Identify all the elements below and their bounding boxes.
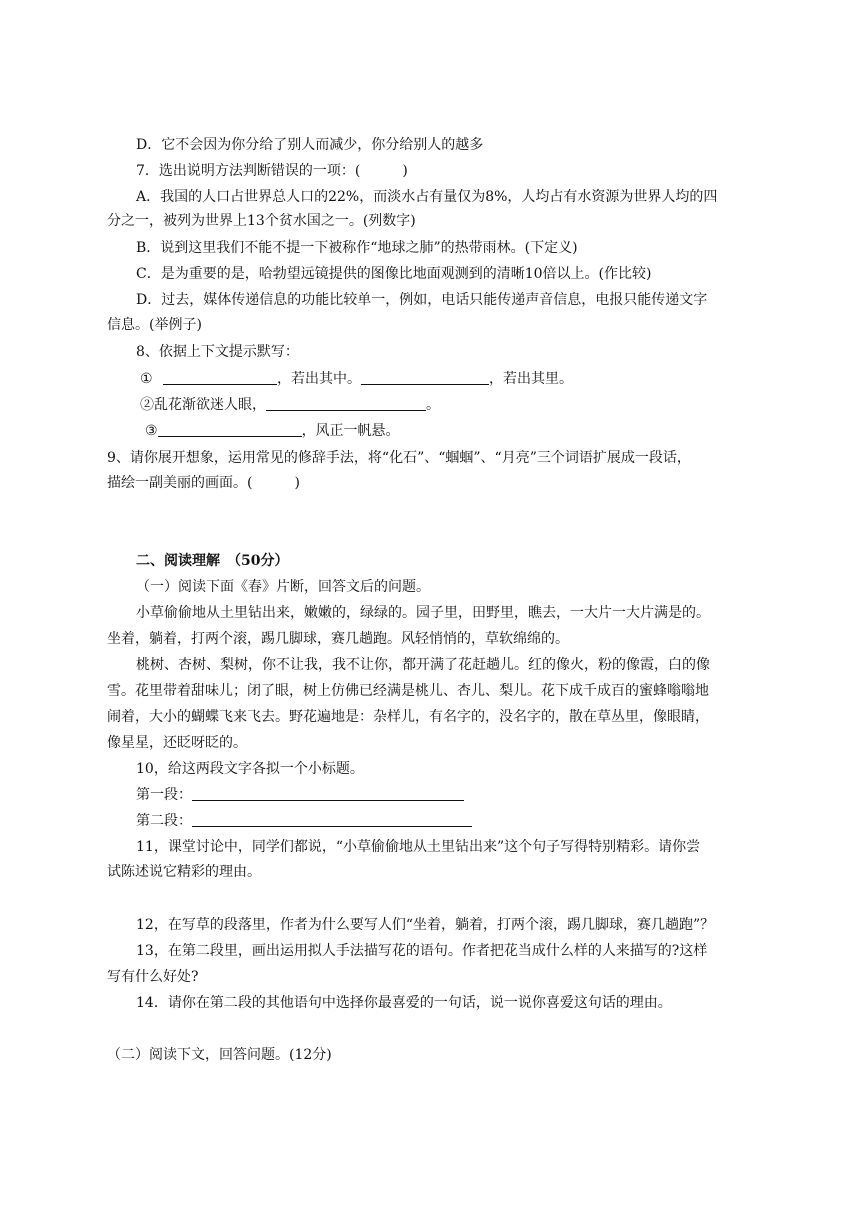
q10-answer1: [136, 785, 464, 805]
q9-line1: 9、请你展开想象，运用常见的修辞手法，将“化石”、“蝈蝈”、“月亮”三个词语扩展成一段话，: [107, 450, 691, 466]
q13-line1: 13，在第二段里，画出运用拟人手法描写花的语句。作者把花当成什么样的人来描写的?这样: [136, 943, 708, 959]
q12: 12，在写草的段落里，作者为什么要写人们“坐着，躺着，打两个滚，踢几脚球，赛几趟跑”？: [136, 917, 715, 933]
q8-blank-1b[interactable]: [361, 370, 489, 385]
q9-line2: 描绘一副美丽的画面。( ): [107, 475, 300, 491]
q11-line1: 11，课堂讨论中，同学们都说，“小草偷偷地从土里钻出来”这个句子写得特别精彩。请你尝: [136, 839, 701, 855]
q7-option-a-line1: A．我国的人口占世界总人口的22%，而淡水占有量仅为8%，人均占有水资源为世界人均的四: [136, 189, 718, 205]
q7-option-a-line2: 分之一，被列为世界上13个贫水国之一。(列数字): [107, 213, 416, 229]
q13-line2: 写有什么好处?: [107, 969, 199, 985]
part2-intro: （二）阅读下文，回答问题。(12分): [107, 1047, 332, 1063]
q11-line2: 试陈述说它精彩的理由。: [107, 864, 261, 880]
q8-item3: [145, 421, 400, 441]
q14: 14．请你在第二段的其他语句中选择你最喜爱的一句话，说一说你喜爱这句话的理由。: [136, 995, 672, 1011]
q8-item3-end: ，风正一帆悬。: [301, 423, 400, 439]
q10-blank-2[interactable]: [192, 812, 472, 827]
q8-item3-marker: ③: [145, 423, 158, 439]
q10-label1: 第一段：: [136, 787, 192, 803]
q8-blank-3[interactable]: [158, 422, 302, 437]
passage-para2-line3: 闹着，大小的蝴蝶飞来飞去。野花遍地是：杂样儿，有名字的，没名字的，散在草丛里，像眼睛，: [107, 709, 709, 725]
q10-blank-1[interactable]: [192, 786, 464, 801]
passage-para2-line1: 桃树、杏树、梨树，你不让我，我不让你，都开满了花赶趟儿。红的像火，粉的像霞，白的像: [136, 657, 710, 673]
q8-item2: [140, 395, 440, 415]
part1-intro: （一）阅读下面《春》片断，回答文后的问题。: [136, 579, 430, 595]
q8-item1-mid: ，若出其中。: [277, 371, 362, 387]
passage-para1-line2: 坐着，躺着，打两个滚，踢几脚球，赛几趟跑。风轻悄悄的，草软绵绵的。: [107, 631, 569, 647]
q8-item1: [140, 369, 573, 389]
q8-blank-2[interactable]: [266, 396, 426, 411]
passage-para2-line4: 像星星，还眨呀眨的。: [107, 735, 247, 751]
q7-option-b: B．说到这里我们不能不提一下被称作“地球之肺”的热带雨林。(下定义): [136, 240, 578, 256]
passage-para1-line1: 小草偷偷地从土里钻出来，嫩嫩的，绿绿的。园子里，田野里，瞧去，一大片一大片满是的。: [136, 605, 710, 621]
q10-label2: 第二段：: [136, 813, 192, 829]
q10-answer2: [136, 811, 472, 831]
section2-heading: 二、阅读理解 （50分）: [136, 553, 289, 569]
q7-option-d-line1: D．过去，媒体传递信息的功能比较单一，例如，电话只能传递声音信息，电报只能传递文字: [136, 292, 708, 308]
q7-option-c: C．是为重要的是，哈勃望远镜提供的图像比地面观测到的清晰10倍以上。(作比较): [136, 266, 652, 282]
q8-blank-1a[interactable]: [163, 370, 277, 385]
q7-option-d-line2: 信息。(举例子): [107, 317, 202, 333]
q8-item2-start: ②乱花渐欲迷人眼，: [140, 397, 266, 413]
q8-item1-end: ，若出其里。: [489, 371, 574, 387]
passage-para2-line2: 雪。花里带着甜味儿；闭了眼，树上仿佛已经满是桃儿、杏儿、梨儿。花下成千成百的蜜蜂嗡嗡地: [107, 683, 709, 699]
q8-item1-marker: ①: [140, 371, 153, 387]
q10-stem: 10，给这两段文字各拟一个小标题。: [136, 761, 364, 777]
q8-item2-end: 。: [426, 397, 440, 413]
q7-stem: 7．选出说明方法判断错误的一项：( ): [136, 163, 408, 179]
q6-option-d: D．它不会因为你分给了别人而减少，你分给别人的越多: [136, 137, 484, 153]
q8-stem: 8、依据上下文提示默写：: [136, 344, 299, 360]
